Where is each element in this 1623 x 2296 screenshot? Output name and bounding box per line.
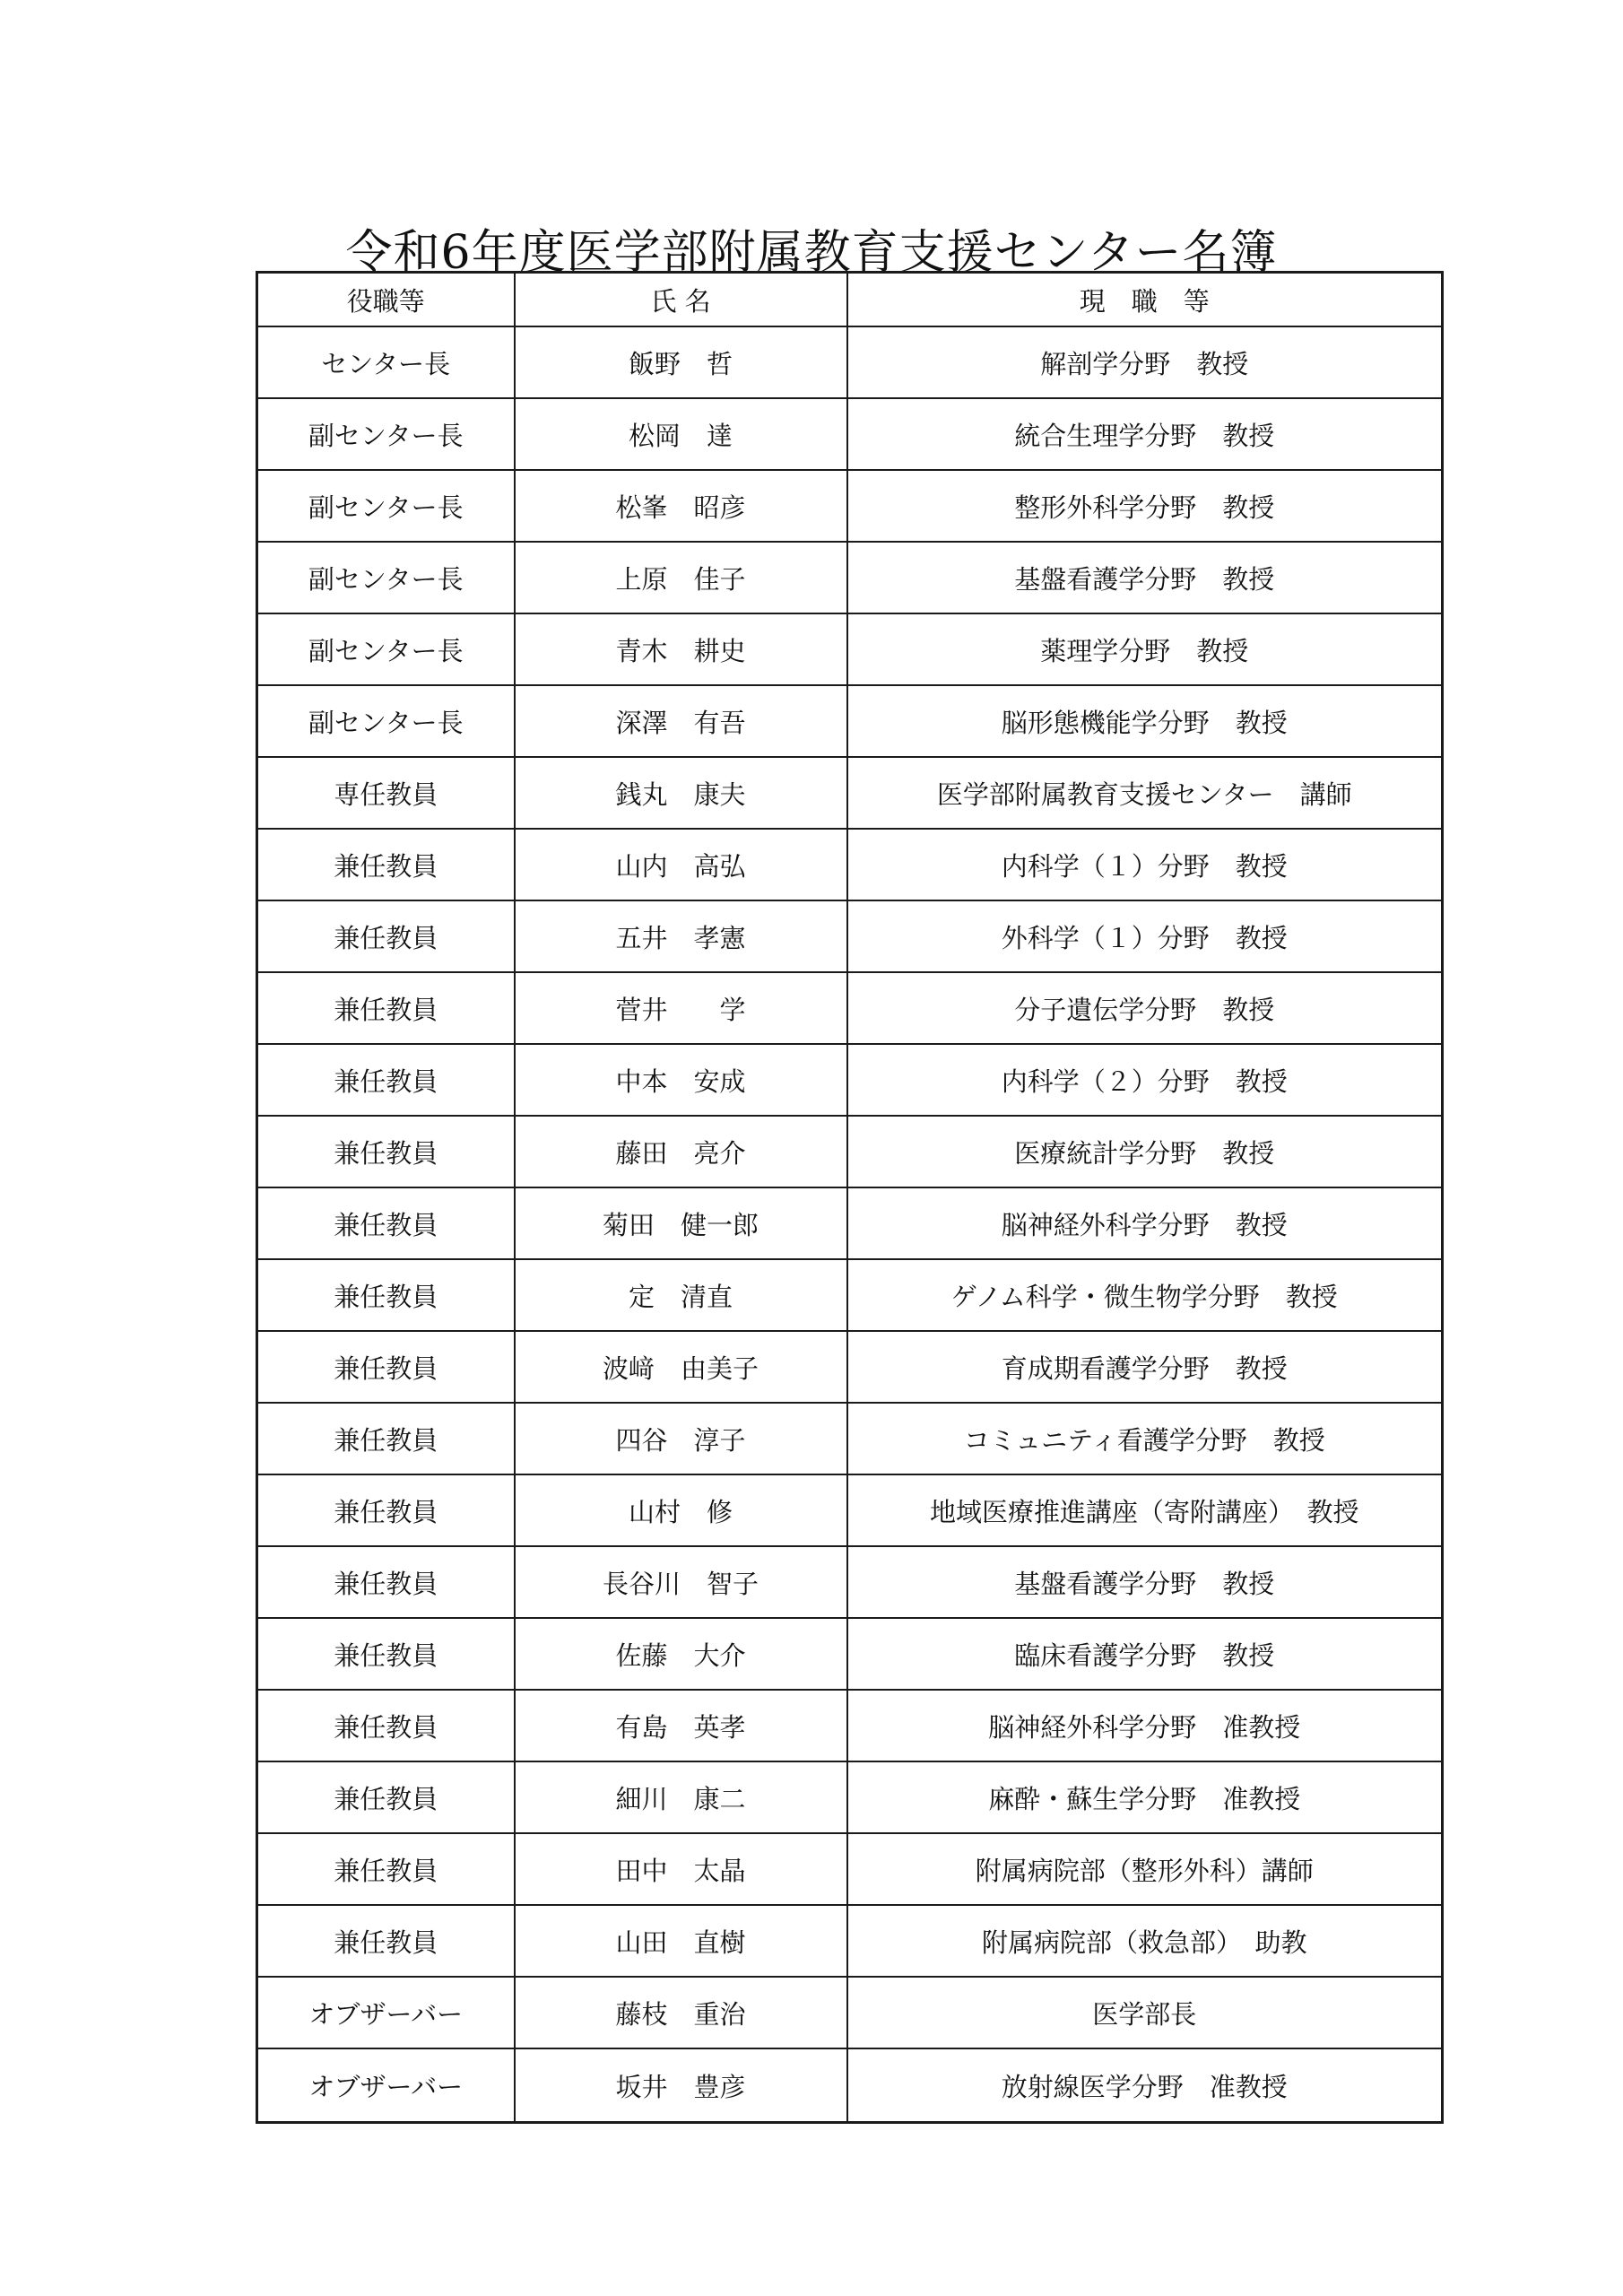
cell-name: 深澤 有吾	[515, 685, 847, 757]
table-row	[257, 398, 1443, 470]
table-row	[257, 1116, 1443, 1187]
cell-name: 佐藤 大介	[515, 1618, 847, 1690]
roster-table	[256, 271, 1444, 2124]
table-row	[257, 470, 1443, 542]
table-row	[257, 1690, 1443, 1761]
cell-position: 解剖学分野 教授	[847, 326, 1443, 398]
cell-position: ゲノム科学・微生物学分野 教授	[847, 1259, 1443, 1331]
cell-name: 有島 英孝	[515, 1690, 847, 1761]
cell-role: 副センター長	[257, 685, 515, 757]
cell-name: 中本 安成	[515, 1044, 847, 1116]
cell-position: 臨床看護学分野 教授	[847, 1618, 1443, 1690]
table-header-row	[257, 273, 1443, 327]
cell-role: 兼任教員	[257, 1690, 515, 1761]
cell-role: 兼任教員	[257, 1116, 515, 1187]
header-role: 役職等	[257, 273, 515, 327]
cell-role: 副センター長	[257, 613, 515, 685]
cell-position: 医学部長	[847, 1977, 1443, 2048]
cell-role: 副センター長	[257, 542, 515, 613]
cell-position: コミュニティ看護学分野 教授	[847, 1403, 1443, 1474]
cell-position: 脳神経外科学分野 准教授	[847, 1690, 1443, 1761]
table-row	[257, 1761, 1443, 1833]
cell-position: 放射線医学分野 准教授	[847, 2048, 1443, 2123]
cell-role: 兼任教員	[257, 1403, 515, 1474]
cell-position: 基盤看護学分野 教授	[847, 542, 1443, 613]
cell-name: 五井 孝憲	[515, 900, 847, 972]
cell-name: 銭丸 康夫	[515, 757, 847, 829]
cell-position: 脳神経外科学分野 教授	[847, 1187, 1443, 1259]
cell-name: 長谷川 智子	[515, 1546, 847, 1618]
cell-role: 副センター長	[257, 470, 515, 542]
cell-name: 田中 太晶	[515, 1833, 847, 1905]
cell-position: 附属病院部（救急部） 助教	[847, 1905, 1443, 1977]
table-row	[257, 1403, 1443, 1474]
table-row	[257, 685, 1443, 757]
table-row	[257, 1187, 1443, 1259]
cell-position: 外科学（１）分野 教授	[847, 900, 1443, 972]
table-row	[257, 1044, 1443, 1116]
cell-position: 医学部附属教育支援センター 講師	[847, 757, 1443, 829]
cell-role: 兼任教員	[257, 1044, 515, 1116]
table-row	[257, 1618, 1443, 1690]
cell-role: 兼任教員	[257, 900, 515, 972]
cell-role: 兼任教員	[257, 1761, 515, 1833]
cell-name: 松岡 達	[515, 398, 847, 470]
table-row	[257, 900, 1443, 972]
cell-position: 分子遺伝学分野 教授	[847, 972, 1443, 1044]
cell-role: 兼任教員	[257, 1546, 515, 1618]
cell-name: 藤枝 重治	[515, 1977, 847, 2048]
cell-position: 附属病院部（整形外科）講師	[847, 1833, 1443, 1905]
cell-name: 菅井 学	[515, 972, 847, 1044]
cell-role: 兼任教員	[257, 1331, 515, 1403]
cell-role: オブザーバー	[257, 1977, 515, 2048]
table-row	[257, 1474, 1443, 1546]
header-name: 氏 名	[515, 273, 847, 327]
table-row	[257, 2048, 1443, 2123]
cell-role: 兼任教員	[257, 1259, 515, 1331]
header-position: 現 職 等	[847, 273, 1443, 327]
cell-position: 麻酔・蘇生学分野 准教授	[847, 1761, 1443, 1833]
page-title: 令和6年度医学部附属教育支援センター名簿	[345, 225, 1278, 280]
roster-body	[257, 326, 1443, 2123]
cell-name: 山田 直樹	[515, 1905, 847, 1977]
cell-name: 飯野 哲	[515, 326, 847, 398]
cell-name: 青木 耕史	[515, 613, 847, 685]
cell-position: 統合生理学分野 教授	[847, 398, 1443, 470]
cell-position: 整形外科学分野 教授	[847, 470, 1443, 542]
table-row	[257, 542, 1443, 613]
cell-name: 定 清直	[515, 1259, 847, 1331]
cell-position: 薬理学分野 教授	[847, 613, 1443, 685]
table-row	[257, 1833, 1443, 1905]
cell-name: 藤田 亮介	[515, 1116, 847, 1187]
cell-name: 四谷 淳子	[515, 1403, 847, 1474]
table-row	[257, 829, 1443, 900]
cell-role: 兼任教員	[257, 972, 515, 1044]
table-row	[257, 1546, 1443, 1618]
cell-position: 基盤看護学分野 教授	[847, 1546, 1443, 1618]
cell-position: 医療統計学分野 教授	[847, 1116, 1443, 1187]
cell-role: 副センター長	[257, 398, 515, 470]
cell-name: 山村 修	[515, 1474, 847, 1546]
table-row	[257, 1331, 1443, 1403]
table-row	[257, 1259, 1443, 1331]
cell-name: 坂井 豊彦	[515, 2048, 847, 2123]
cell-role: 専任教員	[257, 757, 515, 829]
cell-position: 脳形態機能学分野 教授	[847, 685, 1443, 757]
cell-role: オブザーバー	[257, 2048, 515, 2123]
cell-role: センター長	[257, 326, 515, 398]
cell-role: 兼任教員	[257, 1474, 515, 1546]
table-row	[257, 326, 1443, 398]
cell-role: 兼任教員	[257, 1618, 515, 1690]
cell-position: 地域医療推進講座（寄附講座） 教授	[847, 1474, 1443, 1546]
cell-role: 兼任教員	[257, 1833, 515, 1905]
table-row	[257, 972, 1443, 1044]
table-row	[257, 1905, 1443, 1977]
cell-name: 上原 佳子	[515, 542, 847, 613]
table-row	[257, 757, 1443, 829]
cell-name: 菊田 健一郎	[515, 1187, 847, 1259]
cell-name: 波﨑 由美子	[515, 1331, 847, 1403]
cell-name: 山内 高弘	[515, 829, 847, 900]
cell-position: 内科学（１）分野 教授	[847, 829, 1443, 900]
cell-role: 兼任教員	[257, 1905, 515, 1977]
table-row	[257, 613, 1443, 685]
cell-position: 育成期看護学分野 教授	[847, 1331, 1443, 1403]
cell-name: 細川 康二	[515, 1761, 847, 1833]
cell-position: 内科学（２）分野 教授	[847, 1044, 1443, 1116]
cell-role: 兼任教員	[257, 829, 515, 900]
table-row	[257, 1977, 1443, 2048]
cell-role: 兼任教員	[257, 1187, 515, 1259]
cell-name: 松峯 昭彦	[515, 470, 847, 542]
